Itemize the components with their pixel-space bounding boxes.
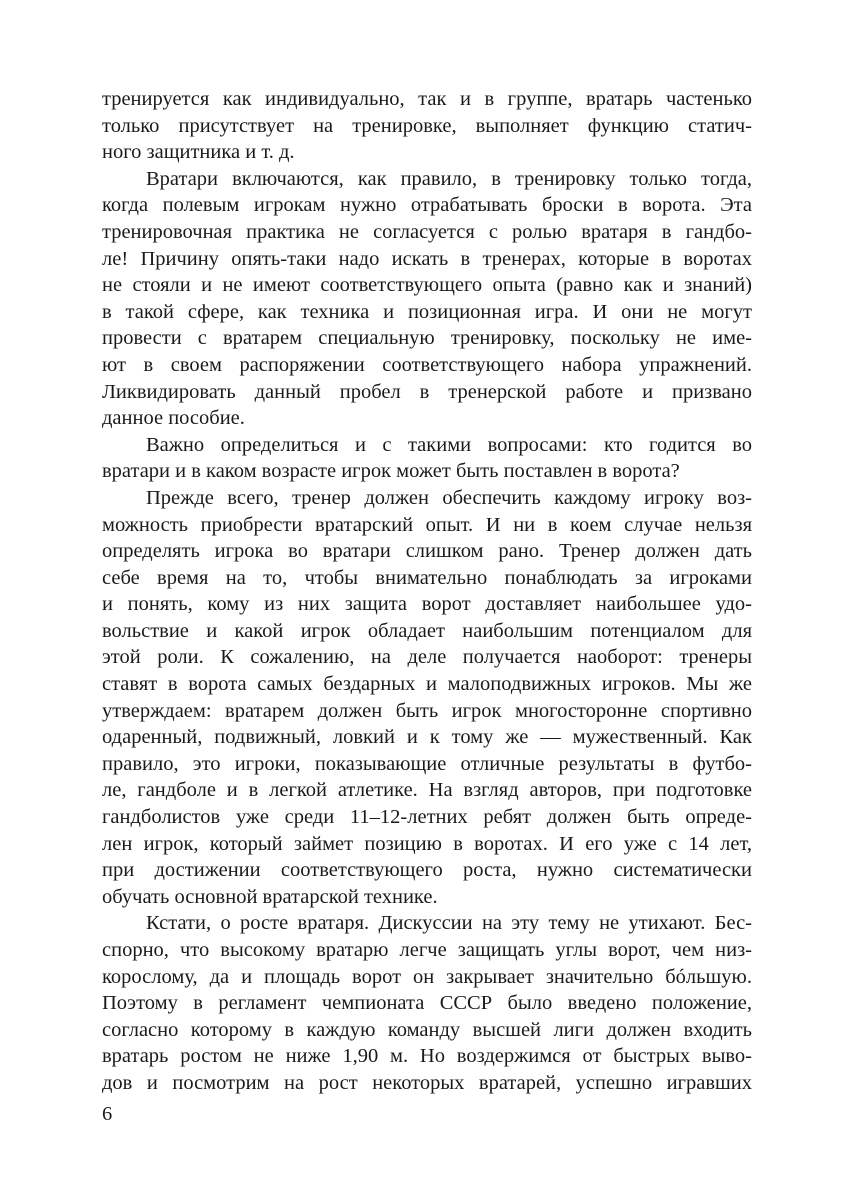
text-line: можность приобрести вратарский опыт. И ни в коем случае нельзя [102,513,752,536]
text-line: когда полевым игрокам нужно отрабатывать броски в ворота. Эта [102,194,752,217]
page-body [102,86,752,1097]
text-line: дов и посмотрим на рост некоторых вратарей, успешно игравших [102,1071,752,1094]
text-line: и понять, кому из них защита ворот доставляет наибольшее удо- [102,593,752,616]
text-line: данное пособие. [102,407,245,430]
text-line: вратарь ростом не ниже 1,90 м. Но воздержимся от быстрых выво- [102,1045,752,1068]
text-line: Кстати, о росте вратаря. Дискуссии на эту тему не утихают. Бес- [146,912,752,935]
text-line: тренировочная практика не согласуется с ролью вратаря в гандбо- [102,220,752,243]
text-line: вратари и в каком возрасте игрок может быть поставлен в ворота? [102,460,680,483]
text-line: Прежде всего, тренер должен обеспечить каждому игроку воз- [146,486,752,509]
text-line: определять игрока во вратари слишком рано. Тренер должен дать [102,540,752,563]
text-line: лен игрок, который займет позицию в воротах. И его уже с 14 лет, [102,832,752,855]
text-line: Ликвидировать данный пробел в тренерской работе и призвано [102,380,752,403]
text-line: не стояли и не имеют соответствующего опыта (равно как и знаний) [102,274,752,297]
text-line: гандболистов уже среди 11–12-летних ребят должен быть опреде- [102,806,752,829]
text-line: ют в своем распоряжении соответствующего набора упражнений. [102,353,752,376]
text-line: согласно которому в каждую команду высшей лиги должен входить [102,1018,752,1041]
paragraph [102,485,752,911]
text-line: ного защитника и т. д. [102,141,295,164]
text-line: обучать основной вратарской технике. [102,885,438,908]
text-line: ле, гандболе и в легкой атлетике. На взгляд авторов, при подготовке [102,779,752,802]
text-line: Важно определиться и с такими вопросами: кто годится во [146,433,752,456]
text-line: ле! Причину опять-таки надо искать в тренерах, которые в воротах [102,247,752,270]
text-line: при достижении соответствующего роста, нужно систематически [102,859,752,882]
text-line: тренируется как индивидуально, так и в группе, вратарь частенько [102,88,752,110]
text-line: Поэтому в регламент чемпионата СССР было введено положение, [102,992,752,1015]
text-line: только присутствует на тренировке, выполняет функцию статич- [102,114,752,137]
text-line: Вратари включаются, как правило, в тренировку только тогда, [146,167,752,190]
text-line: правило, это игроки, показывающие отличные результаты в футбо- [102,752,752,775]
page-number: 6 [102,1103,113,1125]
text-line: ставят в ворота самых бездарных и малоподвижных игроков. Мы же [102,673,752,696]
text-line: одаренный, подвижный, ловкий и к тому же — мужественный. Как [102,726,752,749]
text-line: вольствие и какой игрок обладает наибольшим потенциалом для [102,619,752,642]
text-line: спорно, что высокому вратарю легче защищать углы ворот, чем низ- [102,939,752,961]
text-line: этой роли. К сожалению, на деле получается наоборот: тренеры [102,646,752,669]
paragraph [102,910,752,1096]
text-line: себе время на то, чтобы внимательно понаблюдать за игроками [102,566,752,589]
paragraph [102,432,752,485]
text-line: в такой сфере, как техника и позиционная игра. И они не могут [102,300,752,323]
text-line: корослому, да и площадь ворот он закрывает значительно бóльшую. [102,965,752,988]
paragraph [102,86,752,166]
body-text [102,86,752,1097]
paragraph [102,166,752,432]
text-line: провести с вратарем специальную тренировку, поскольку не име- [102,327,752,350]
text-line: утверждаем: вратарем должен быть игрок многосторонне спортивно [102,699,752,722]
